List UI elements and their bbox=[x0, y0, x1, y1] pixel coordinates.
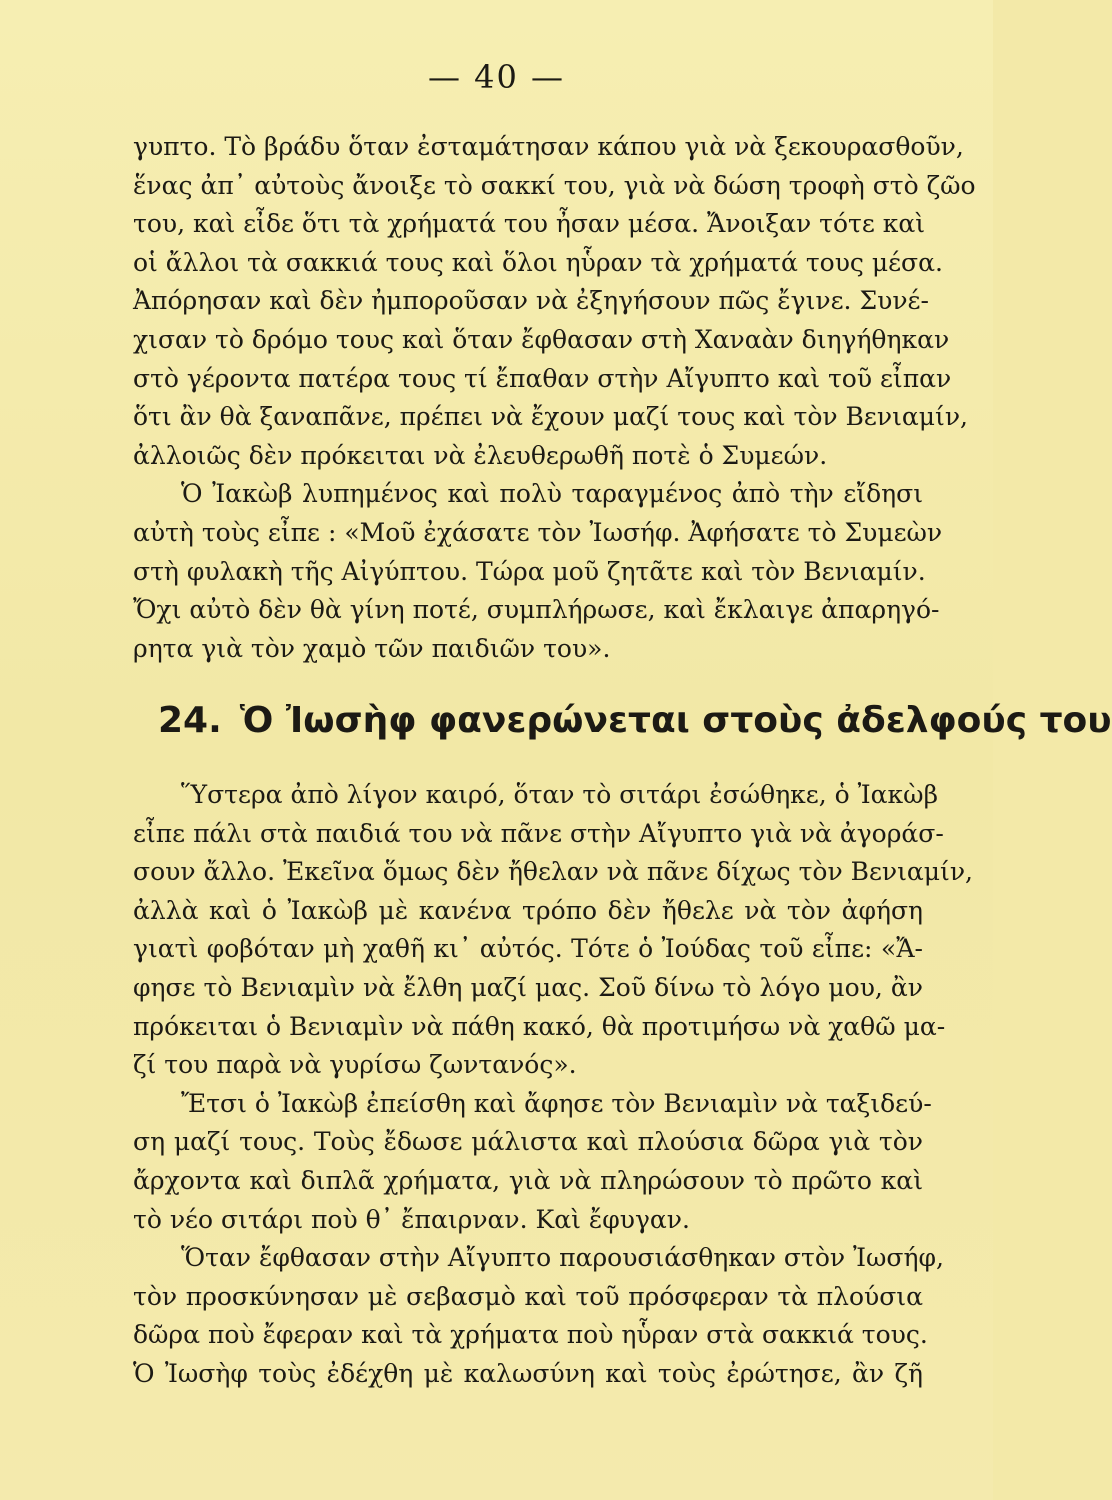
top-text-block bbox=[133, 128, 976, 668]
text-line: ζί του παρὰ νὰ γυρίσω ζωντανός». bbox=[133, 1050, 577, 1080]
chapter-number: 24. bbox=[158, 700, 222, 741]
page-number: — 40 — bbox=[427, 58, 566, 96]
text-line: τὸν προσκύνησαν μὲ σεβασμὸ καὶ τοῦ πρόσφεραν τὰ πλούσια bbox=[133, 1281, 923, 1311]
text-line: του, καὶ εἶδε ὅτι τὰ χρήματά του ἦσαν μέσα. Ἄνοιξαν τότε καὶ bbox=[133, 209, 926, 239]
chapter-title: Ὁ Ἰωσὴφ φανερώνεται στοὺς ἀδελφούς του bbox=[239, 700, 1112, 741]
paragraph-start: Ἔτσι ὁ Ἰακὼβ ἐπείσθη καὶ ἄφησε τὸν Βενιαμὶν νὰ ταξιδεύ- bbox=[181, 1088, 932, 1118]
text-line: χισαν τὸ δρόμο τους καὶ ὅταν ἔφθασαν στὴ Χαναὰν διηγήθηκαν bbox=[133, 324, 950, 354]
text-line: ἄρχοντα καὶ διπλᾶ χρήματα, γιὰ νὰ πληρώσουν τὸ πρῶτο καὶ bbox=[133, 1165, 923, 1195]
text-line: Ὄχι αὐτὸ δὲν θὰ γίνη ποτέ, συμπλήρωσε, καὶ ἔκλαιγε ἀπαρηγό- bbox=[133, 595, 940, 625]
text-line: γυπτο. Τὸ βράδυ ὅταν ἐσταμάτησαν κάπου γιὰ νὰ ξεκουρασθοῦν, bbox=[133, 132, 964, 161]
text-line: στὸ γέροντα πατέρα τους τί ἔπαθαν στὴν Αἴγυπτο καὶ τοῦ εἶπαν bbox=[133, 363, 952, 393]
text-line: ἀλλὰ καὶ ὁ Ἰακὼβ μὲ κανένα τρόπο δὲν ἤθελε νὰ τὸν ἀφήση bbox=[133, 895, 923, 925]
text-line: πρόκειται ὁ Βενιαμὶν νὰ πάθη κακό, θὰ προτιμήσω νὰ χαθῶ μα- bbox=[133, 1011, 946, 1041]
text-line: σουν ἄλλο. Ἐκεῖνα ὅμως δὲν ἤθελαν νὰ πᾶνε δίχως τὸν Βενιαμίν, bbox=[133, 857, 974, 887]
chapter-heading bbox=[158, 690, 1112, 752]
text-line: τὸ νέο σιτάρι ποὺ θ᾽ ἔπαιρναν. Καὶ ἔφυγαν. bbox=[133, 1204, 690, 1234]
text-line: φησε τὸ Βενιαμὶν νὰ ἔλθη μαζί μας. Σοῦ δίνω τὸ λόγο μου, ἂν bbox=[133, 972, 923, 1002]
text-line: εἶπε πάλι στὰ παιδιά του νὰ πᾶνε στὴν Αἴγυπτο γιὰ νὰ ἀγοράσ- bbox=[133, 818, 944, 848]
text-line: Ἀπόρησαν καὶ δὲν ἠμποροῦσαν νὰ ἐξηγήσουν πῶς ἔγινε. Συνέ- bbox=[133, 286, 929, 316]
text-line: δῶρα ποὺ ἔφεραν καὶ τὰ χρήματα ποὺ ηὗραν στὰ σακκιά τους. bbox=[133, 1320, 928, 1350]
text-line: οἱ ἄλλοι τὰ σακκιά τους καὶ ὅλοι ηὗραν τὰ χρήματά τους μέσα. bbox=[133, 247, 943, 277]
paragraph-start: Ὅταν ἔφθασαν στὴν Αἴγυπτο παρουσιάσθηκαν στὸν Ἰωσήφ, bbox=[181, 1243, 944, 1273]
text-line: ἀλλοιῶς δὲν πρόκειται νὰ ἐλευθερωθῆ ποτὲ ὁ Συμεών. bbox=[133, 440, 828, 470]
text-line: ρητα γιὰ τὸν χαμὸ τῶν παιδιῶν του». bbox=[133, 633, 611, 663]
bottom-text-block bbox=[133, 776, 974, 1394]
text-line: ἕνας ἀπ᾽ αὐτοὺς ἄνοιξε τὸ σακκί του, γιὰ νὰ δώση τροφὴ στὸ ζῶο bbox=[133, 170, 976, 200]
paragraph-start: Ὕστερα ἀπὸ λίγον καιρό, ὅταν τὸ σιτάρι ἐσώθηκε, ὁ Ἰακὼβ bbox=[181, 780, 939, 809]
paragraph-start: Ὁ Ἰακὼβ λυπημένος καὶ πολὺ ταραγμένος ἀπὸ τὴν εἴδησι bbox=[181, 479, 923, 509]
text-line: στὴ φυλακὴ τῆς Αἰγύπτου. Τώρα μοῦ ζητᾶτε καὶ τὸν Βενιαμίν. bbox=[133, 556, 926, 586]
text-line: αὐτὴ τοὺς εἶπε : «Μοῦ ἐχάσατε τὸν Ἰωσήφ. Ἀφήσατε τὸ Συμεὼν bbox=[133, 517, 943, 547]
text-line: Ὁ Ἰωσὴφ τοὺς ἐδέχθη μὲ καλωσύνη καὶ τοὺς ἐρώτησε, ἂν ζῆ bbox=[133, 1358, 923, 1388]
text-line: ὅτι ἂν θὰ ξαναπᾶνε, πρέπει νὰ ἔχουν μαζί τους καὶ τὸν Βενιαμίν, bbox=[133, 402, 968, 432]
text-line: γιατὶ φοβόταν μὴ χαθῆ κι᾽ αὐτός. Τότε ὁ Ἰούδας τοῦ εἶπε: «Ἄ- bbox=[133, 934, 923, 964]
text-line: ση μαζί τους. Τοὺς ἔδωσε μάλιστα καὶ πλούσια δῶρα γιὰ τὸν bbox=[133, 1127, 923, 1157]
